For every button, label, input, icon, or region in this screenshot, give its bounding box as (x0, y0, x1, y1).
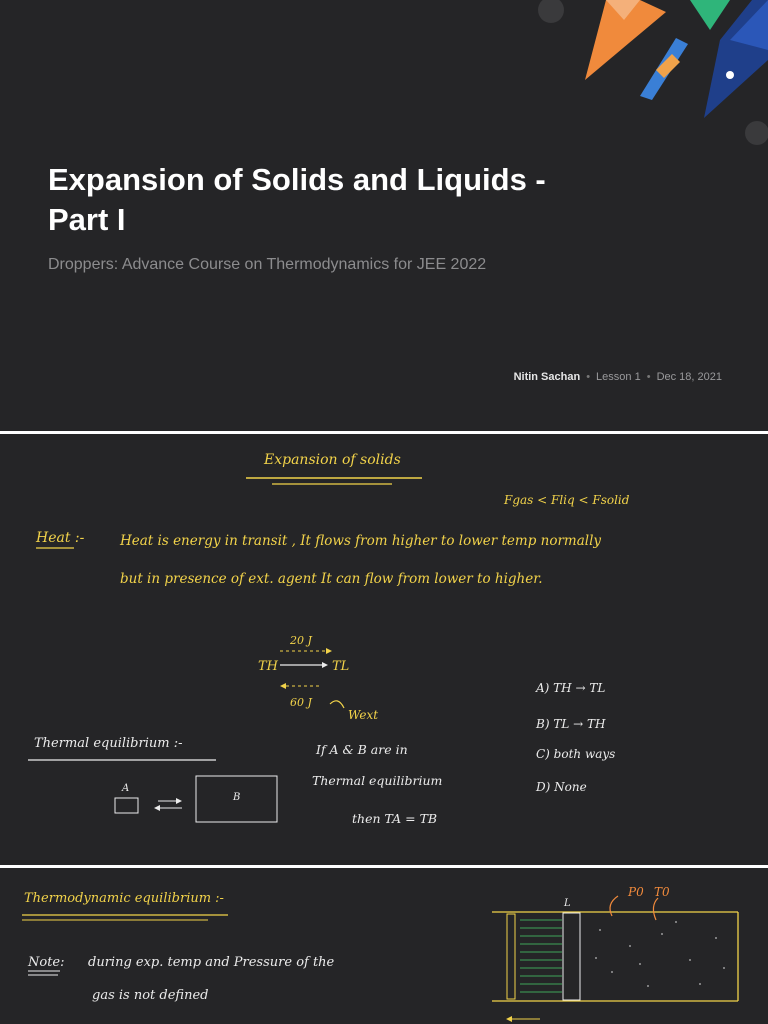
thermal-note-3: then TA = TB (352, 811, 438, 826)
heat-label: Heat :- (36, 530, 85, 546)
option-a: A) TH → TL (536, 681, 606, 695)
t-low-label: TL (332, 659, 350, 674)
force-relation: Fgas < Fliq < Fsolid (504, 493, 630, 507)
gas-cylinder-diagram (492, 885, 738, 1022)
lesson-meta: Nitin Sachan • Lesson 1 • Dec 18, 2021 (513, 371, 722, 383)
course-subtitle: Droppers: Advance Course on Thermodynamics for JEE 2022 (48, 256, 487, 273)
option-d: D) None (536, 780, 587, 794)
heat-definition-line-2: but in presence of ext. agent It can flow from lower to higher. (120, 571, 543, 587)
equilibrium-boxes (115, 776, 277, 822)
piston (563, 913, 580, 1000)
options-list (535, 681, 615, 794)
box-a (115, 798, 138, 813)
left-wall (507, 914, 515, 999)
notes-slide-thermodynamic (0, 868, 768, 1024)
note-line-2: gas is not defined (92, 988, 209, 1003)
work-label: Wext (348, 708, 379, 722)
box-b-label: B (233, 792, 241, 803)
thermal-note-1: If A & B are in (316, 742, 408, 757)
notes-slide-expansion (0, 434, 768, 865)
slide-heading: Expansion of solids (264, 452, 401, 468)
lesson-number: Lesson 1 (596, 371, 641, 383)
box-a-label: A (122, 783, 130, 794)
t0-label: T0 (654, 885, 670, 899)
heat-definition-line-1: Heat is energy in transit , It flows from higher to lower temp normally (120, 533, 602, 549)
thermal-equilibrium-label: Thermal equilibrium :- (34, 736, 183, 751)
course-title: Expansion of Solids and Liquids - Part I (48, 162, 546, 237)
title-slide (0, 0, 768, 431)
lesson-date: Dec 18, 2021 (656, 371, 722, 383)
t-high-label: TH (258, 659, 279, 674)
bottom-energy-label: 60 J (290, 696, 312, 709)
notes-canvas-2 (0, 868, 768, 1024)
notes-canvas (0, 434, 768, 865)
author-name: Nitin Sachan (513, 371, 581, 383)
p0-label: P0 (628, 885, 644, 899)
option-c: C) both ways (536, 747, 616, 761)
thermal-note-2: Thermal equilibrium (312, 773, 443, 788)
note-label: Note: (28, 955, 65, 970)
note-line-1: during exp. temp and Pressure of the (88, 955, 335, 970)
option-b: B) TL → TH (536, 717, 606, 731)
slide-heading: Thermodynamic equilibrium :- (24, 891, 224, 906)
top-energy-label: 20 J (290, 634, 312, 647)
piston-label: L (564, 898, 571, 909)
heat-flow-diagram (258, 634, 378, 722)
